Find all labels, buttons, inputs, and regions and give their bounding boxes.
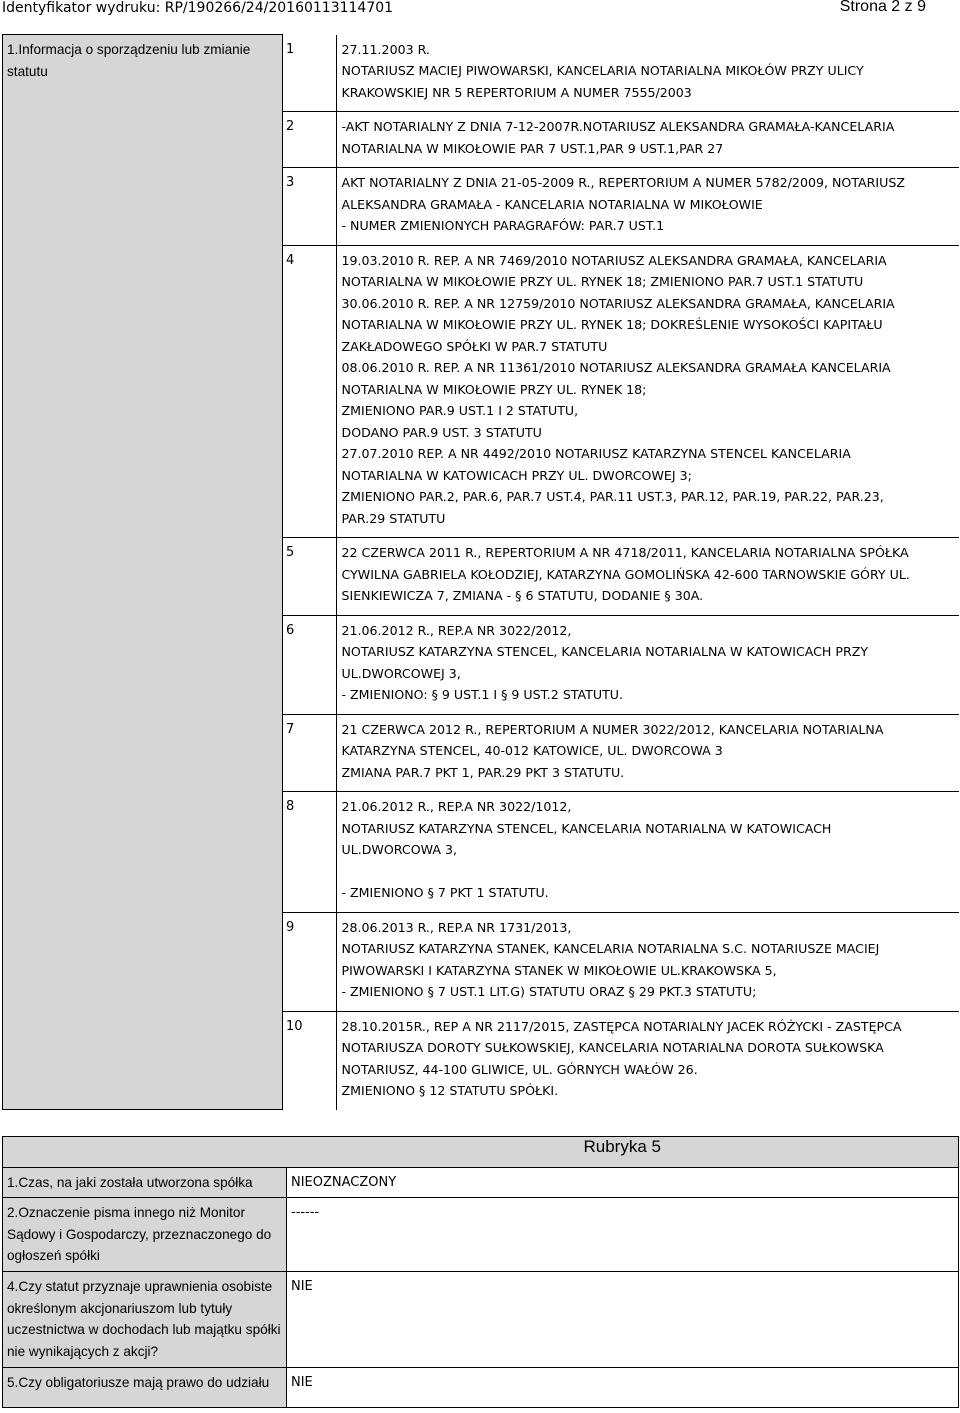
entry-line: NOTARIUSZ KATARZYNA STENCEL, KANCELARIA NOTARIALNA W KATOWICACH (341, 820, 832, 836)
entry-text (337, 250, 959, 530)
entry-line: NOTARIUSZ KATARZYNA STENCEL, KANCELARIA NOTARIALNA W KATOWICACH PRZY (341, 644, 869, 659)
entry-row (283, 245, 959, 538)
section-label: 1.Informacja o sporządzeniu lub zmianie statutu (7, 42, 251, 79)
entry-text (337, 39, 959, 104)
entry-number: 3 (286, 175, 295, 190)
entry-line: NOTARIALNA W MIKOŁOWIE PRZY UL. RYNEK 18; (341, 381, 647, 397)
entry-line: ALEKSANDRA GRAMAŁA - KANCELARIA NOTARIALNA W MIKOŁOWIE (341, 196, 763, 212)
entry-row (283, 112, 959, 168)
entry-number: 6 (286, 622, 295, 638)
entry-line: ZMIENIONO PAR.9 UST.1 I 2 STATUTU, (341, 403, 579, 418)
entry-text (337, 917, 959, 1003)
print-header (0, 0, 960, 16)
entry-line: NOTARIALNA W KATOWICACH PRZY UL. DWORCOWEJ 3; (341, 467, 692, 483)
entry-line: NOTARIUSZ KATARZYNA STANEK, KANCELARIA NOTARIALNA S.C. NOTARIUSZE MACIEJ (341, 941, 880, 956)
entry-line: 22 CZERWCA 2011 R., REPERTORIUM A NR 4718/2011, KANCELARIA NOTARIALNA SPÓŁKA (341, 545, 909, 560)
print-identifier: Identyfikator wydruku: RP/190266/24/20160113114701 (2, 0, 394, 16)
entry-row (283, 538, 959, 616)
entry-line: PAR.29 STATUTU (341, 510, 446, 526)
field-value: NIE (287, 1368, 959, 1408)
entry-line: NOTARIALNA W MIKOŁOWIE PAR 7 UST.1,PAR 9 UST.1,PAR 27 (341, 140, 724, 156)
entry-line: NOTARIUSZ, 44-100 GLIWICE, UL. GÓRNYCH WAŁÓW 26. (341, 1061, 698, 1077)
entry-line: 28.06.2013 R., REP.A NR 1731/2013, (341, 919, 572, 935)
entry-number: 7 (286, 721, 295, 737)
entry-number: 8 (286, 799, 295, 814)
entries-list (283, 35, 959, 1110)
entry-line: - ZMIENIONO § 7 UST.1 LIT.G) STATUTU ORAZ § 29 PKT.3 STATUTU; (341, 984, 757, 999)
entry-row (283, 714, 959, 792)
entry-line: 27.07.2010 REP. A NR 4492/2010 NOTARIUSZ KATARZYNA STENCEL KANCELARIA (341, 446, 851, 461)
entry-row (283, 912, 959, 1011)
entry-number: 9 (286, 919, 295, 935)
entry-line: - NUMER ZMIENIONYCH PARAGRAFÓW: PAR.7 UST.1 (341, 218, 665, 233)
entry-text (337, 172, 959, 237)
entry-line: 08.06.2010 R. REP. A NR 11361/2010 NOTARIUSZ ALEKSANDRA GRAMAŁA KANCELARIA (341, 360, 891, 375)
entry-number: 2 (286, 119, 295, 134)
entry-line: - ZMIENIONO: § 9 UST.1 I § 9 UST.2 STATUTU. (341, 687, 623, 702)
field-value: NIEOZNACZONY (287, 1168, 959, 1198)
entry-line: 27.11.2003 R. (341, 41, 430, 57)
entry-text (337, 116, 959, 159)
entry-text (337, 542, 959, 607)
entry-line: PIWOWARSKI I KATARZYNA STANEK W MIKOŁOWIE UL.KRAKOWSKA 5, (341, 962, 777, 978)
entries-inner-table (283, 35, 959, 1110)
entry-line: 30.06.2010 R. REP. A NR 12759/2010 NOTARIUSZ ALEKSANDRA GRAMAŁA, KANCELARIA (341, 295, 895, 311)
section-label-cell (3, 35, 283, 1110)
entry-line: UL.DWORCOWEJ 3, (341, 665, 461, 681)
entry-line: 21.06.2012 R., REP.A NR 3022/1012, (341, 799, 572, 814)
entry-number: 10 (286, 1018, 303, 1034)
entry-line: SIENKIEWICZA 7, ZMIANA - § 6 STATUTU, DODANIE § 30A. (341, 588, 704, 603)
entry-line: ZAKŁADOWEGO SPÓŁKI W PAR.7 STATUTU (341, 338, 608, 354)
entry-line: NOTARIALNA W MIKOŁOWIE PRZY UL. RYNEK 18; DOKREŚLENIE WYSOKOŚCI KAPITAŁU (341, 317, 883, 332)
entry-line: AKT NOTARIALNY Z DNIA 21-05-2009 R., REPERTORIUM A NUMER 5782/2009, NOTARIUSZ (341, 175, 905, 190)
entry-line: ZMIENIONO PAR.2, PAR.6, PAR.7 UST.4, PAR.11 UST.3, PAR.12, PAR.19, PAR.22, PAR.23, (341, 489, 884, 504)
entry-number: 1 (286, 41, 295, 57)
rubryka-5-table (2, 1136, 959, 1408)
entry-number: 4 (286, 252, 295, 268)
entry-text (337, 1016, 959, 1102)
entry-line: 19.03.2010 R. REP. A NR 7469/2010 NOTARIUSZ ALEKSANDRA GRAMAŁA, KANCELARIA (341, 252, 887, 268)
entry-line: NOTARIALNA W MIKOŁOWIE PRZY UL. RYNEK 18; ZMIENIONO PAR.7 UST.1 STATUTU (341, 274, 864, 289)
page-number: Strona 2 z 9 (839, 0, 926, 15)
entry-line: - ZMIENIONO § 7 PKT 1 STATUTU. (341, 885, 549, 900)
entry-line: KRAKOWSKIEJ NR 5 REPERTORIUM A NUMER 7555/2003 (341, 84, 692, 100)
entry-text (337, 796, 959, 904)
field-label: 5.Czy obligatoriusze mają prawo do udziału (3, 1368, 287, 1408)
entry-line: ZMIENIONO § 12 STATUTU SPÓŁKI. (341, 1083, 559, 1098)
entry-row (283, 1011, 959, 1110)
entry-row (283, 168, 959, 246)
field-label: 1.Czas, na jaki została utworzona spółka (3, 1168, 287, 1198)
rubryka-title: Rubryka 5 (287, 1137, 959, 1168)
statute-changes-table (2, 34, 959, 1110)
field-label: 4.Czy statut przyznaje uprawnienia osobiste określonym akcjonariuszom lub tytuły uczestnictwa w dochodach lub majątku spółki nie wynikających z akcji? (3, 1272, 287, 1368)
entry-line: NOTARIUSZA DOROTY SUŁKOWSKIEJ, KANCELARIA NOTARIALNA DOROTA SUŁKOWSKA (341, 1040, 884, 1055)
entry-line: NOTARIUSZ MACIEJ PIWOWARSKI, KANCELARIA NOTARIALNA MIKOŁÓW PRZY ULICY (341, 63, 864, 78)
entry-line: 21 CZERWCA 2012 R., REPERTORIUM A NUMER 3022/2012, KANCELARIA NOTARIALNA (341, 721, 884, 737)
entry-line: UL.DWORCOWA 3, (341, 842, 458, 857)
entry-number: 5 (286, 545, 295, 560)
entry-line: 28.10.2015R., REP A NR 2117/2015, ZASTĘPCA NOTARIALNY JACEK RÓŻYCKI - ZASTĘPCA (341, 1018, 902, 1034)
entry-line: ZMIANA PAR.7 PKT 1, PAR.29 PKT 3 STATUTU. (341, 764, 625, 780)
entry-text (337, 719, 959, 784)
entry-row (283, 35, 959, 112)
entry-line: DODANO PAR.9 UST. 3 STATUTU (341, 424, 542, 440)
entry-line: KATARZYNA STENCEL, 40-012 KATOWICE, UL. DWORCOWA 3 (341, 743, 723, 758)
entry-text (337, 620, 959, 706)
entry-line: 21.06.2012 R., REP.A NR 3022/2012, (341, 622, 572, 638)
entry-line: CYWILNA GABRIELA KOŁODZIEJ, KATARZYNA GOMOLIŃSKA 42-600 TARNOWSKIE GÓRY UL. (341, 566, 910, 582)
entry-row (283, 792, 959, 913)
entry-line (342, 861, 959, 883)
field-label: 2.Oznaczenie pisma innego niż Monitor Sądowy i Gospodarczy, przeznaczonego do ogłoszeń spółki (3, 1198, 287, 1272)
entries-cell (283, 35, 959, 1110)
entry-line: -AKT NOTARIALNY Z DNIA 7-12-2007R.NOTARIUSZ ALEKSANDRA GRAMAŁA-KANCELARIA (341, 119, 895, 134)
field-value: NIE (287, 1272, 959, 1368)
field-value: ------ (287, 1198, 959, 1272)
entry-row (283, 615, 959, 714)
